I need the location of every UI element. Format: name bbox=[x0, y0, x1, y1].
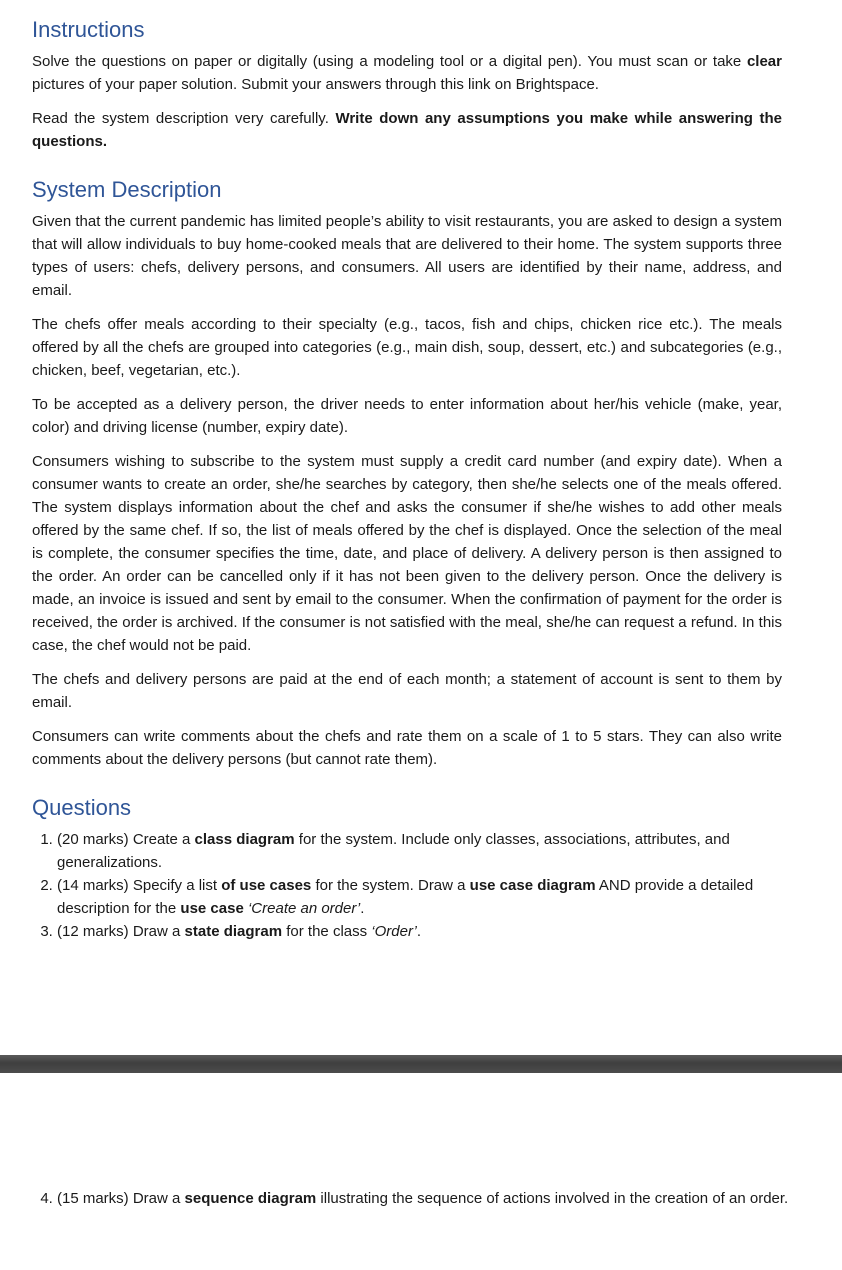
question-3: 3. (12 marks) Draw a state diagram for the class ‘Order’. bbox=[57, 920, 782, 943]
instructions-heading: Instructions bbox=[32, 17, 145, 42]
instructions-section bbox=[32, 16, 782, 153]
questions-heading: Questions bbox=[32, 795, 132, 820]
question-4: 4. (15 marks) Draw a sequence diagram illustrating the sequence of actions involved in the creation of an order. bbox=[57, 1187, 807, 1210]
system-description-paragraph: The chefs offer meals according to their specialty (e.g., tacos, fish and chips, chicken rice etc.). The meals offered by all the chefs are grouped into categories (e.g., main dish, soup, dessert, etc.) and subcategories (e.g., chicken, beef, vegetarian, etc.). bbox=[32, 316, 782, 379]
system-description-section bbox=[32, 176, 782, 771]
system-description-paragraph: The chefs and delivery persons are paid at the end of each month; a statement of account is sent to them by email. bbox=[32, 671, 782, 711]
questions-list bbox=[0, 828, 782, 943]
page-break-divider bbox=[0, 1055, 842, 1073]
questions-list-continued bbox=[0, 1187, 807, 1210]
question-2: 2. (14 marks) Specify a list of use cases for the system. Draw a use case diagram AND provide a detailed description for the use case ‘Create an order’. bbox=[57, 874, 782, 920]
system-description-paragraph: Consumers can write comments about the chefs and rate them on a scale of 1 to 5 stars. They can also write comments about the delivery persons (but cannot rate them). bbox=[32, 728, 782, 768]
questions-section bbox=[32, 794, 782, 943]
system-description-paragraph: To be accepted as a delivery person, the driver needs to enter information about her/his vehicle (make, year, color) and driving license (number, expiry date). bbox=[32, 396, 782, 436]
instructions-paragraph-2: Read the system description very carefully. Write down any assumptions you make while answering the questions. bbox=[32, 110, 782, 150]
document-page-2 bbox=[0, 1073, 842, 1270]
system-description-paragraph: Given that the current pandemic has limited people’s ability to visit restaurants, you are asked to design a system that will allow individuals to buy home-cooked meals that are delivered to their home. The system supports three types of users: chefs, delivery persons, and consumers. All users are identified by their name, address, and email. bbox=[32, 213, 782, 299]
instructions-paragraph-1: Solve the questions on paper or digitally (using a modeling tool or a digital pen). You must scan or take clear pictures of your paper solution. Submit your answers through this link on Brightspace. bbox=[32, 53, 782, 93]
page-content bbox=[32, 16, 782, 943]
question-1: 1. (20 marks) Create a class diagram for the system. Include only classes, associations, attributes, and generalizations. bbox=[57, 828, 782, 874]
system-description-heading: System Description bbox=[32, 177, 222, 202]
system-description-paragraph: Consumers wishing to subscribe to the system must supply a credit card number (and expiry date). When a consumer wants to create an order, she/he searches by category, then she/he selects one of the meals offered. The system displays information about the chef and asks the consumer if she/he wishes to add other meals offered by the same chef. If so, the list of meals offered by the chef is displayed. Once the selection of the meal is complete, the consumer specifies the time, date, and place of delivery. A delivery person is then assigned to the order. An order can be cancelled only if it has not been given to the delivery person. Once the delivery is made, an invoice is issued and sent by email to the consumer. When the confirmation of payment for the order is received, the order is archived. If the consumer is not satisfied with the meal, she/he can request a refund. In this case, the chef would not be paid. bbox=[32, 453, 782, 654]
